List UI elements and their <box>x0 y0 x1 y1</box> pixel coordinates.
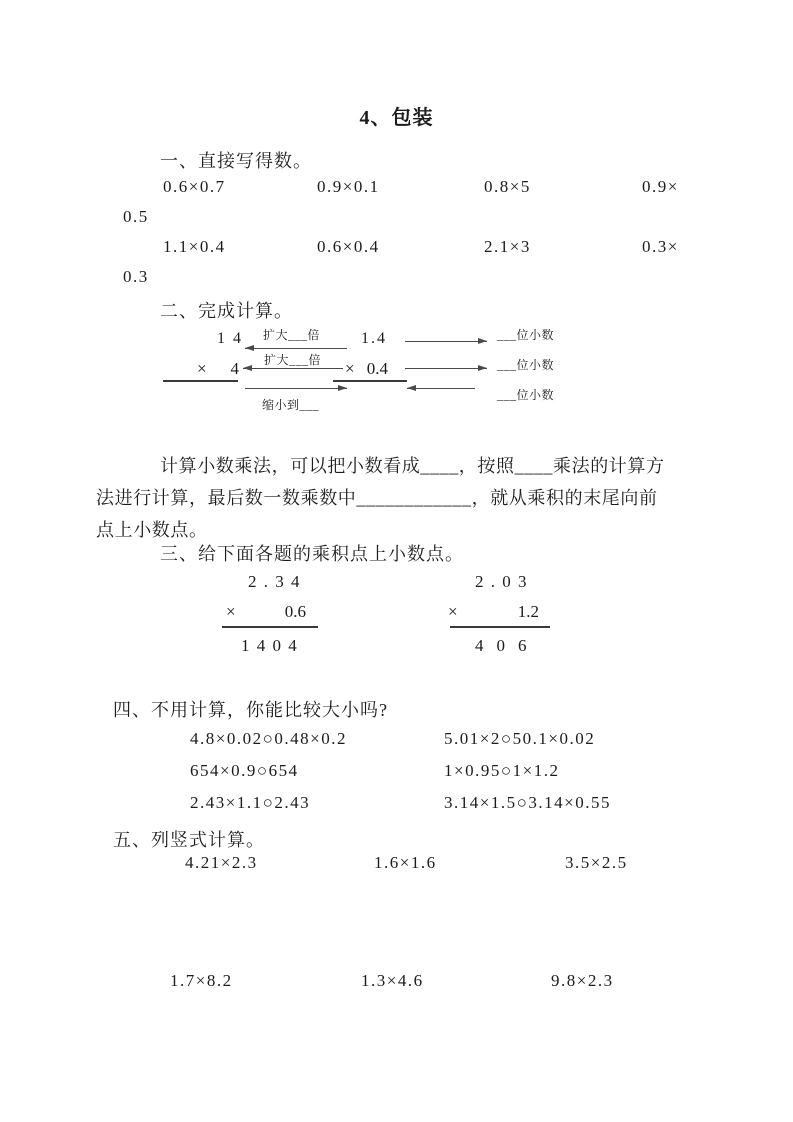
rule-line <box>333 380 407 382</box>
multiply-sign: × <box>226 602 236 621</box>
multiply-sign: × <box>345 359 355 378</box>
expression: 1.7×8.2 <box>170 971 233 990</box>
diagram-expand-label-1: 扩大___倍 <box>263 328 321 342</box>
multiplicand: 2 . 3 4 <box>248 572 301 591</box>
expression: 9.8×2.3 <box>551 971 614 990</box>
comparison: 1×0.95○1×1.2 <box>444 761 560 780</box>
expression: 0.9× <box>642 177 679 196</box>
diagram-decimal-top: 1.4 <box>361 330 387 347</box>
diagram-shrink-label: 缩小到___ <box>262 398 320 412</box>
page-title: 4、包装 <box>359 107 434 129</box>
diagram-decimal-row <box>345 359 388 379</box>
diagram-integer-row <box>197 359 239 379</box>
comparison: 654×0.9○654 <box>190 761 299 780</box>
multiply-sign: × <box>448 602 458 621</box>
multiplier-row <box>448 602 539 622</box>
right-arrow-icon <box>405 368 487 369</box>
section4-heading: 四、不用计算，你能比较大小吗? <box>113 700 388 720</box>
left-arrow-icon <box>407 388 475 389</box>
right-arrow-icon <box>405 341 487 342</box>
decimal-places-label: ___位小数 <box>497 358 555 372</box>
multiplicand: 2 . 0 3 <box>475 572 528 591</box>
decimal-places-label: ___位小数 <box>497 388 555 402</box>
multiply-sign: × <box>197 359 207 378</box>
fill-text-line: 法进行计算，最后数一数乘数中____________，就从乘积的末尾向前 <box>96 488 658 508</box>
expression: 3.5×2.5 <box>565 853 628 872</box>
comparison: 2.43×1.1○2.43 <box>190 793 311 812</box>
rule-line <box>222 626 318 628</box>
expression: 0.6×0.4 <box>317 237 380 256</box>
multiplier: 0.4 <box>366 359 388 378</box>
section1-heading: 一、直接写得数。 <box>160 151 312 171</box>
comparison: 3.14×1.5○3.14×0.55 <box>444 793 611 812</box>
section2-heading: 二、完成计算。 <box>160 301 293 321</box>
multiplier: 0.6 <box>284 602 306 621</box>
expression-carry: 0.5 <box>123 207 149 226</box>
fill-text-line: 点上小数点。 <box>96 520 208 540</box>
diagram-expand-label-2: 扩大___倍 <box>264 353 322 367</box>
expression: 0.9×0.1 <box>317 177 380 196</box>
expression: 1.1×0.4 <box>163 237 226 256</box>
multiplier: 4 <box>230 359 239 378</box>
product: 1 4 0 4 <box>241 636 299 655</box>
decimal-places-label: ___位小数 <box>497 328 555 342</box>
expression: 1.6×1.6 <box>374 853 437 872</box>
product: 4 0 6 <box>475 636 528 655</box>
comparison: 4.8×0.02○0.48×0.2 <box>190 729 347 748</box>
expression: 0.8×5 <box>484 177 531 196</box>
multiplier-row <box>226 602 306 622</box>
rule-line <box>450 626 550 628</box>
expression-carry: 0.3 <box>123 267 149 286</box>
expression: 0.6×0.7 <box>163 177 226 196</box>
left-arrow-icon <box>245 348 347 349</box>
rule-line <box>163 380 238 382</box>
conversion-diagram <box>100 328 700 423</box>
expression: 1.3×4.6 <box>361 971 424 990</box>
fill-text-line: 计算小数乘法，可以把小数看成____，按照____乘法的计算方 <box>160 456 665 476</box>
section3-heading: 三、给下面各题的乘积点上小数点。 <box>160 544 464 564</box>
comparison: 5.01×2○50.1×0.02 <box>444 729 596 748</box>
right-arrow-icon <box>245 388 347 389</box>
expression: 4.21×2.3 <box>185 853 258 872</box>
expression: 2.1×3 <box>484 237 531 256</box>
left-arrow-icon <box>243 368 343 369</box>
diagram-integer-top: 1 4 <box>217 330 243 347</box>
section5-heading: 五、列竖式计算。 <box>113 830 265 850</box>
multiplier: 1.2 <box>517 602 539 621</box>
expression: 0.3× <box>642 237 679 256</box>
